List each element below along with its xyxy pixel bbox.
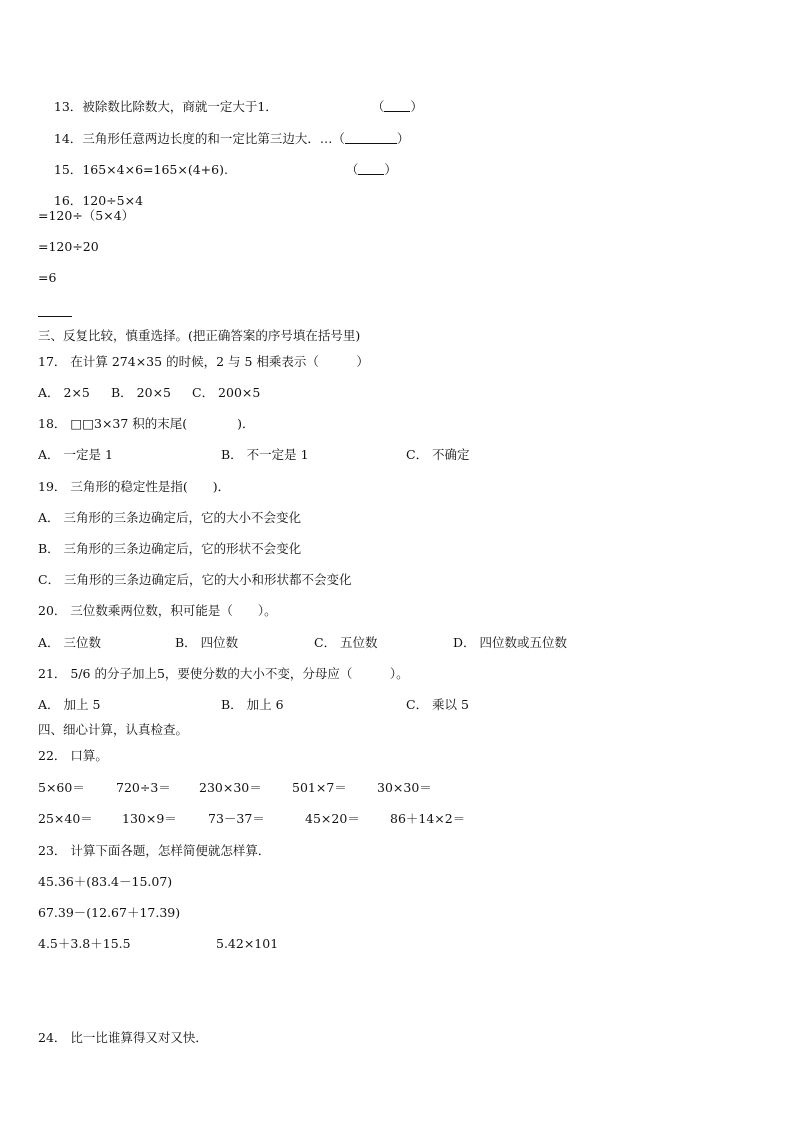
question-20: 20． 三位数乘两位数，积可能是（ ）。 <box>38 603 277 618</box>
calc-expression: 45.36＋(83.4－15.07) <box>38 874 173 889</box>
answer-blank-16[interactable] <box>38 316 72 317</box>
calc-line: =6 <box>38 270 57 285</box>
option-a[interactable]: A． 一定是 1 <box>38 447 113 462</box>
option-a[interactable]: A． 三角形的三条边确定后，它的大小不会变化 <box>38 510 302 525</box>
calc-line: =120÷（5×4） <box>38 208 135 223</box>
question-22: 22． 口算。 <box>38 748 108 763</box>
option-a[interactable]: A． 2×5 <box>38 385 90 400</box>
oral-calc-item: 501×7＝ <box>292 780 347 795</box>
question-number: 16． <box>53 193 83 208</box>
option-c[interactable]: C． 五位数 <box>314 635 378 650</box>
question-text: 三角形任意两边长度的和一定比第三边大．…（ <box>82 131 345 146</box>
paren-open: （ <box>345 162 359 177</box>
question-text: 被除数比除数大，商就一定大于1． <box>82 99 278 114</box>
section-title-4: 四、细心计算，认真检查。 <box>38 722 189 737</box>
calc-expression: 4.5＋3.8＋15.5 <box>38 936 131 951</box>
answer-blank[interactable] <box>345 131 397 144</box>
option-b[interactable]: B． 四位数 <box>175 635 239 650</box>
section-title-3: 三、反复比较，慎重选择。(把正确答案的序号填在括号里) <box>38 328 361 343</box>
option-b[interactable]: B． 20×5 <box>111 385 171 400</box>
paren-close: ） <box>410 99 423 114</box>
answer-blank[interactable] <box>384 99 410 112</box>
oral-calc-item: 25×40＝ <box>38 811 93 826</box>
calc-expression: 5.42×101 <box>216 936 279 951</box>
paren-close: ） <box>384 162 397 177</box>
question-21: 21． 5/6 的分子加上5，要使分数的大小不变，分母应（ ）。 <box>38 666 409 681</box>
oral-calc-item: 45×20＝ <box>305 811 360 826</box>
question-number: 13． <box>53 99 83 114</box>
paren-open: （ <box>371 99 385 114</box>
option-c[interactable]: C． 不确定 <box>406 447 470 462</box>
question-text: 165×4×6=165×(4+6). <box>82 162 228 177</box>
calc-expression: 67.39－(12.67＋17.39) <box>38 905 181 920</box>
oral-calc-item: 30×30＝ <box>377 780 432 795</box>
oral-calc-item: 86＋14×2＝ <box>390 811 466 826</box>
oral-calc-item: 230×30＝ <box>199 780 262 795</box>
option-a[interactable]: A． 加上 5 <box>38 697 101 712</box>
oral-calc-item: 73－37＝ <box>208 811 265 826</box>
answer-blank[interactable] <box>358 162 384 175</box>
question-24: 24． 比一比谁算得又对又快． <box>38 1030 208 1045</box>
option-b[interactable]: B． 不一定是 1 <box>221 447 309 462</box>
option-c[interactable]: C． 三角形的三条边确定后，它的大小和形状都不会变化 <box>38 572 352 587</box>
question-number: 14． <box>53 131 83 146</box>
oral-calc-item: 720÷3＝ <box>116 780 171 795</box>
calc-line: 120÷5×4 <box>82 193 144 208</box>
paren-close: ） <box>396 131 410 146</box>
option-c[interactable]: C． 乘以 5 <box>406 697 469 712</box>
option-a[interactable]: A． 三位数 <box>38 635 102 650</box>
question-17: 17． 在计算 274×35 的时候，2 与 5 相乘表示（ ） <box>38 354 369 369</box>
option-b[interactable]: B． 三角形的三条边确定后，它的形状不会变化 <box>38 541 302 556</box>
option-c[interactable]: C． 200×5 <box>192 385 261 400</box>
option-d[interactable]: D． 四位数或五位数 <box>453 635 567 650</box>
answer-paren-15 <box>330 146 397 194</box>
oral-calc-item: 130×9＝ <box>122 811 177 826</box>
calc-line: =120÷20 <box>38 239 99 254</box>
question-18: 18． □□3×37 积的末尾( )． <box>38 416 255 431</box>
option-b[interactable]: B． 加上 6 <box>221 697 284 712</box>
question-23: 23． 计算下面各题，怎样简便就怎样算． <box>38 843 271 858</box>
question-number: 15． <box>53 162 83 177</box>
oral-calc-item: 5×60＝ <box>38 780 85 795</box>
question-19: 19． 三角形的稳定性是指( )． <box>38 479 231 494</box>
